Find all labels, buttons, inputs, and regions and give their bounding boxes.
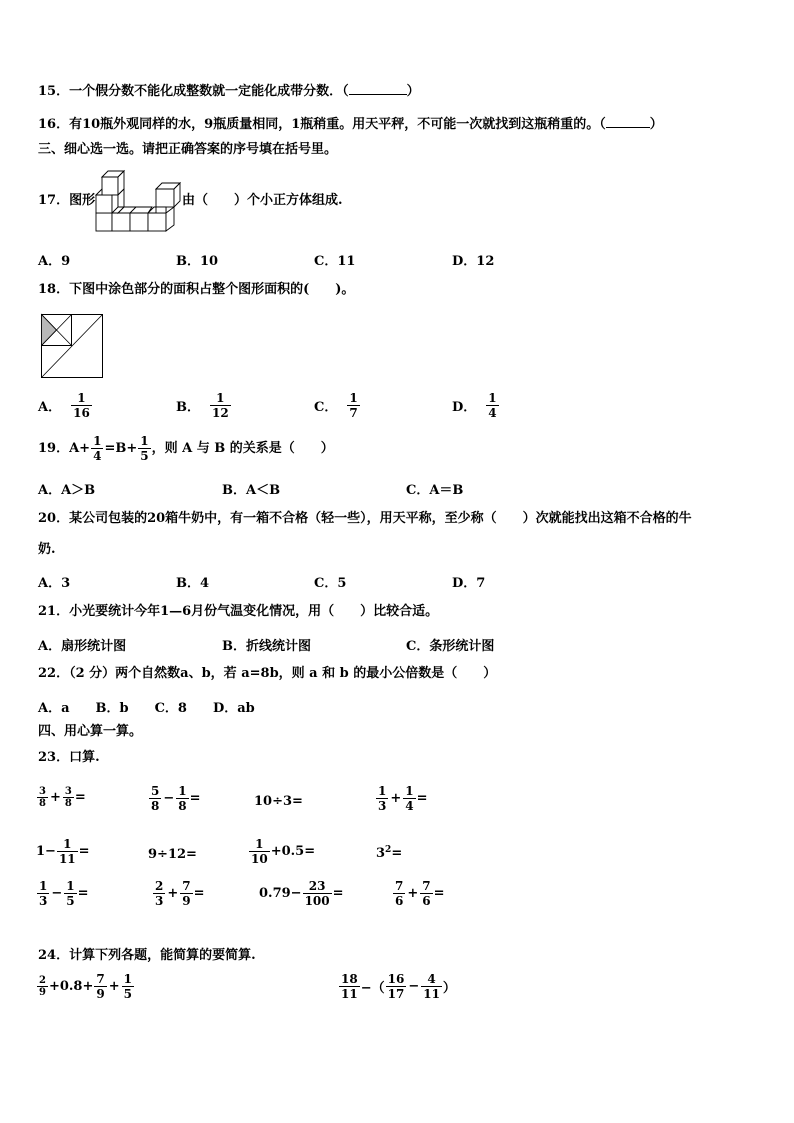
calc-item-6: 9÷12= [148, 847, 197, 862]
q20-option-b[interactable]: B．4 [176, 576, 210, 591]
q18-option-d[interactable]: D． $\frac{1}{4}$ [452, 391, 497, 420]
question-17-text: 由（ ）个小正方体组成. [182, 193, 343, 208]
calc-item-10: $\frac{2}{3}$ + $\frac{7}{9}$ = [155, 879, 205, 908]
answer-blank[interactable] [349, 82, 407, 95]
q20-option-d[interactable]: D．7 [452, 576, 486, 591]
answer-blank[interactable] [606, 115, 650, 128]
q18-option-c[interactable]: C． $\frac{1}{7}$ [314, 391, 358, 420]
q22-options[interactable]: A．a B．b C．8 D．ab [38, 701, 255, 716]
question-24: 24．计算下列各题，能简算的要简算. [38, 948, 256, 963]
calc-item-7: $\frac{1}{10}$ +0.5= [251, 837, 316, 866]
q20-option-a[interactable]: A．3 [38, 576, 71, 591]
q20-option-c[interactable]: C．5 [314, 576, 347, 591]
cube-stack-figure [94, 165, 180, 235]
q17-option-b[interactable]: B．10 [176, 254, 219, 269]
calc-item-3: 10÷3= [254, 794, 303, 809]
question-17: 17．图形 [38, 193, 96, 208]
calc-item-12: $\frac{7}{6}$ + $\frac{7}{6}$ = [395, 879, 445, 908]
q21-option-c[interactable]: C．条形统计图 [406, 639, 495, 654]
q19-option-c[interactable]: C．A＝B [406, 483, 464, 498]
question-20: 20．某公司包装的20箱牛奶中，有一箱不合格（轻一些），用天平称，至少称（ ）次就能找出这箱不合格的牛 [38, 511, 692, 526]
q17-option-c[interactable]: C．11 [314, 254, 356, 269]
question-16: 16．有10瓶外观同样的水，9瓶质量相同，1瓶稍重。用天平秤，不可能一次就找到这瓶稍重的。（ ） [38, 117, 663, 132]
question-21: 21．小光要统计今年1—6月份气温变化情况，用（ ）比较合适。 [38, 604, 439, 619]
q18-option-b[interactable]: B． $\frac{1}{12}$ [176, 391, 229, 420]
question-23: 23．口算. [38, 750, 100, 765]
question-15: 15．一个假分数不能化成整数就一定能化成带分数．（ ） [38, 84, 420, 99]
question-20-cont: 奶. [38, 542, 56, 557]
calc-item-11: 0.79− $\frac{23}{100}$ = [259, 879, 344, 908]
calc-item-1: $\frac{3}{8}$ + $\frac{3}{8}$ = [39, 786, 86, 809]
question-18: 18．下图中涂色部分的面积占整个图形面积的( )。 [38, 282, 355, 297]
calc-24-right: $\frac{18}{11}$ −（ $\frac{16}{17}$ − $\frac{4}{11}$ ） [341, 972, 456, 1001]
q21-option-b[interactable]: B．折线统计图 [222, 639, 311, 654]
q19-option-a[interactable]: A．A＞B [38, 483, 96, 498]
q21-option-a[interactable]: A．扇形统计图 [38, 639, 127, 654]
calc-item-5: 1− $\frac{1}{11}$ = [36, 837, 90, 866]
section-4-heading: 四、用心算一算。 [38, 724, 143, 739]
section-3-heading: 三、细心选一选。请把正确答案的序号填在括号里。 [38, 142, 338, 157]
shaded-square-figure [41, 314, 103, 378]
question-22: 22．（2 分）两个自然数a、b，若 a=8b，则 a 和 b 的最小公倍数是（ ） [38, 666, 497, 681]
calc-item-2: $\frac{5}{8}$ − $\frac{1}{8}$ = [151, 784, 201, 813]
calc-item-8: 3 $^2$ = [376, 844, 403, 861]
q17-option-d[interactable]: D．12 [452, 254, 495, 269]
question-19: 19． A+ $\frac{1}{4}$ =B+ $\frac{1}{5}$ ，则 A 与 B 的关系是（ ） [38, 434, 334, 463]
q19-option-b[interactable]: B．A＜B [222, 483, 281, 498]
q17-option-a[interactable]: A．9 [38, 254, 71, 269]
calc-item-9: $\frac{1}{3}$ − $\frac{1}{5}$ = [39, 879, 89, 908]
q18-option-a[interactable]: A． $\frac{1}{16}$ [38, 391, 90, 420]
calc-24-left: $\frac{2}{9}$ +0.8+ $\frac{7}{9}$ + $\frac{1}{5}$ [39, 972, 132, 1001]
calc-item-4: $\frac{1}{3}$ + $\frac{1}{4}$ = [378, 784, 428, 813]
